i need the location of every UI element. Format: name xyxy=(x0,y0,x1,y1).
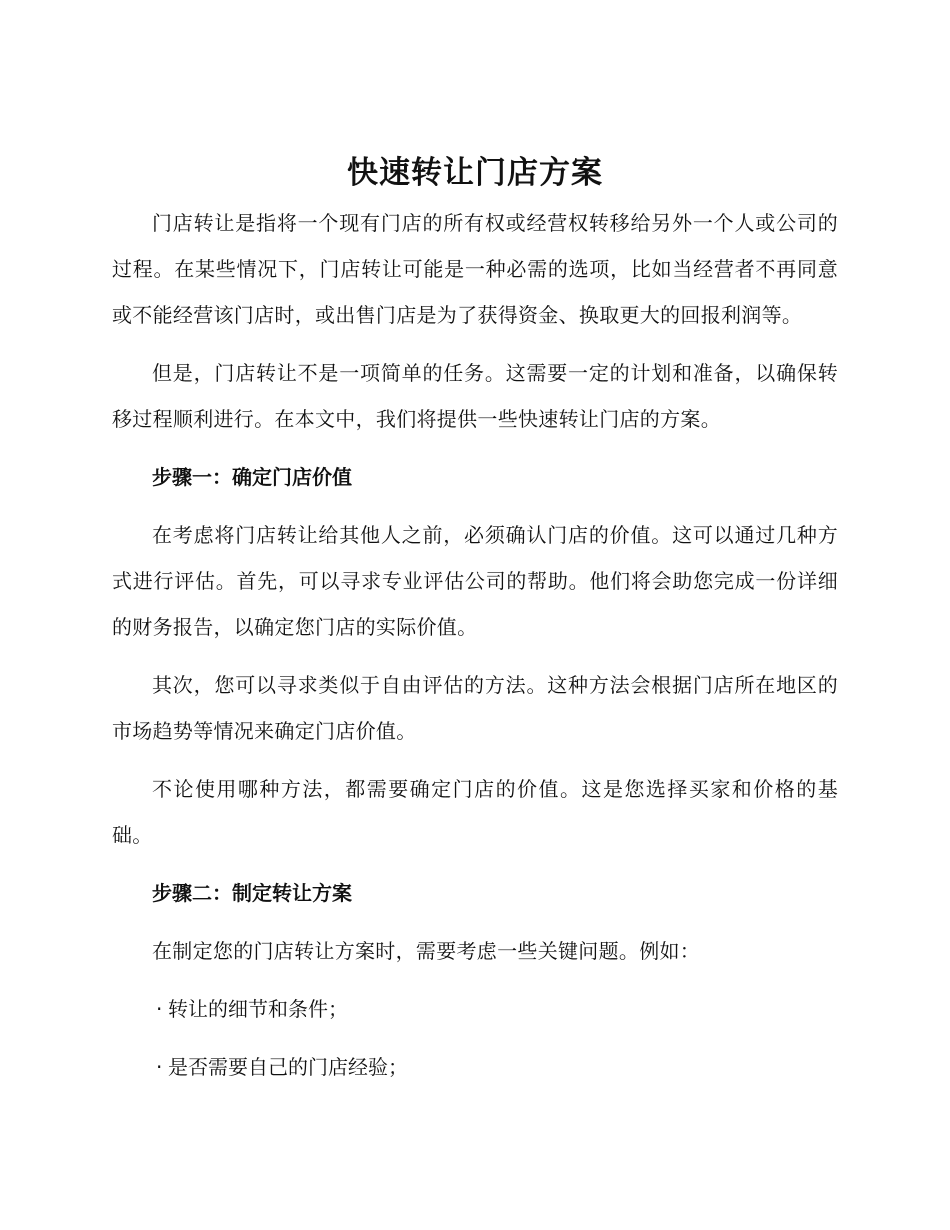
step2-paragraph-1: 在制定您的门店转让方案时，需要考虑一些关键问题。例如： xyxy=(152,939,701,963)
step1-paragraph-2: 其次，您可以寻求类似于自由评估的方法。这种方法会根据门店所在地区的市场趋势等情况来确定门店价值。 xyxy=(112,673,838,743)
step1-heading: 步骤一：确定门店价值 xyxy=(152,465,352,489)
bullet-item xyxy=(112,1044,838,1090)
step1-paragraph-3: 不论使用哪种方法，都需要确定门店的价值。这是您选择买家和价格的基础。 xyxy=(112,777,838,847)
bullet-dot-icon: · xyxy=(156,997,163,1021)
bullet-item-text: 转让的细节和条件； xyxy=(168,997,348,1021)
document-title: 快速转让门店方案 xyxy=(347,155,603,191)
bullet-item xyxy=(112,986,838,1032)
intro-paragraph-1: 门店转让是指将一个现有门店的所有权或经营权转移给另外一个人或公司的过程。在某些情况下，门店转让可能是一种必需的选项，比如当经营者不再同意或不能经营该门店时，或出售门店是为了获得资金、换取更大的回报利润等。 xyxy=(112,211,838,327)
bullet-item-text: 是否需要自己的门店经验； xyxy=(168,1055,408,1079)
intro-paragraph-2: 但是，门店转让不是一项简单的任务。这需要一定的计划和准备，以确保转移过程顺利进行。在本文中，我们将提供一些快速转让门店的方案。 xyxy=(112,361,838,431)
bullet-dot-icon: · xyxy=(156,1055,163,1079)
step1-paragraph-1: 在考虑将门店转让给其他人之前，必须确认门店的价值。这可以通过几种方式进行评估。首先，可以寻求专业评估公司的帮助。他们将会助您完成一份详细的财务报告，以确定您门店的实际价值。 xyxy=(112,523,838,639)
step2-heading: 步骤二：制定转让方案 xyxy=(152,881,352,905)
